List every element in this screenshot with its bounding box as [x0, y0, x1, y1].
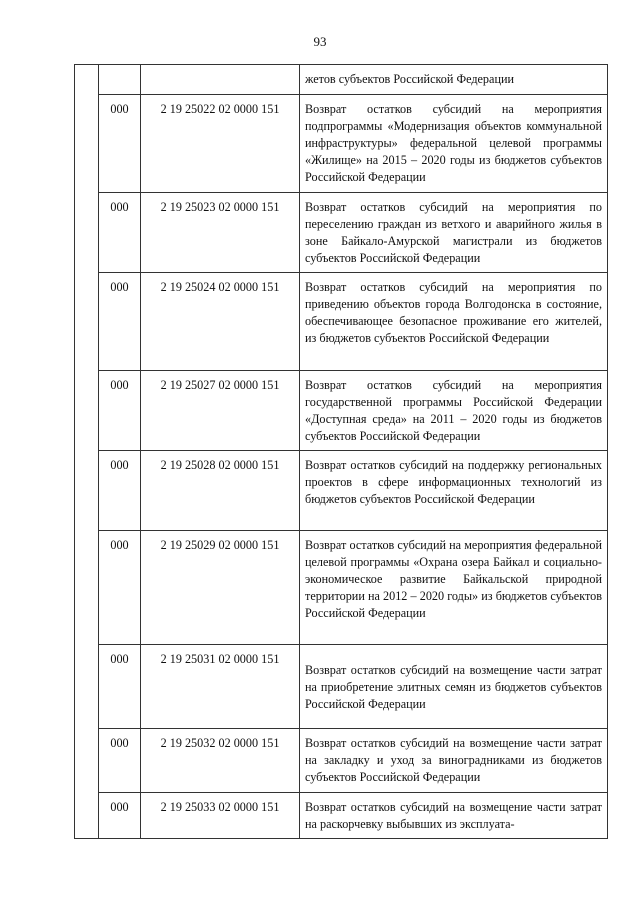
table-row — [75, 193, 608, 273]
table-row — [75, 371, 608, 451]
budget-code-cell: 2 19 25028 02 0000 151 — [141, 451, 300, 531]
description-cell: Возврат остатков субсидий на возмещение части затрат на закладку и уход за виноградниками из бюджетов субъектов Российской Федерации — [300, 729, 608, 793]
admin-code-cell: 000 — [99, 451, 141, 531]
budget-code-cell: 2 19 25027 02 0000 151 — [141, 371, 300, 451]
description-cell: жетов субъектов Российской Федерации — [300, 65, 608, 95]
admin-code-cell: 000 — [99, 729, 141, 793]
table-row — [75, 729, 608, 793]
table-row — [75, 273, 608, 371]
description-cell: Возврат остатков субсидий на мероприятия подпрограммы «Модернизация объектов коммунальной инфраструктуры» федеральной целевой программы «Жилище» на 2015 – 2020 годы из бюджетов субъектов Российской Федерации — [300, 95, 608, 193]
left-strip-cell — [75, 65, 99, 839]
admin-code-cell: 000 — [99, 193, 141, 273]
table-row — [75, 451, 608, 531]
table-row — [75, 95, 608, 193]
admin-code-cell: 000 — [99, 273, 141, 371]
budget-codes-table — [74, 64, 608, 839]
budget-code-cell: 2 19 25023 02 0000 151 — [141, 193, 300, 273]
page-number: 93 — [313, 34, 327, 49]
budget-code-cell: 2 19 25031 02 0000 151 — [141, 645, 300, 729]
admin-code-cell: 000 — [99, 645, 141, 729]
budget-code-cell: 2 19 25022 02 0000 151 — [141, 95, 300, 193]
budget-code-cell: 2 19 25029 02 0000 151 — [141, 531, 300, 645]
table-row — [75, 65, 608, 95]
budget-code-cell — [141, 65, 300, 95]
admin-code-cell: 000 — [99, 95, 141, 193]
description-cell: Возврат остатков субсидий на возмещение части затрат на раскорчевку выбывших из эксплуата- — [300, 793, 608, 839]
budget-code-cell: 2 19 25024 02 0000 151 — [141, 273, 300, 371]
description-cell: Возврат остатков субсидий на мероприятия государственной программы Российской Федерации «Доступная среда» на 2011 – 2020 годы из бюджетов субъектов Российской Федерации — [300, 371, 608, 451]
description-cell: Возврат остатков субсидий на мероприятия по приведению объектов города Волгодонска в состояние, обеспечивающее безопасное проживание его жителей, из бюджетов субъектов Российской Федерации — [300, 273, 608, 371]
budget-code-cell: 2 19 25032 02 0000 151 — [141, 729, 300, 793]
description-cell: Возврат остатков субсидий на поддержку региональных проектов в сфере информационных технологий из бюджетов субъектов Российской Федерации — [300, 451, 608, 531]
budget-code-cell: 2 19 25033 02 0000 151 — [141, 793, 300, 839]
admin-code-cell: 000 — [99, 531, 141, 645]
table-row — [75, 531, 608, 645]
description-cell: Возврат остатков субсидий на мероприятия федеральной целевой программы «Охрана озера Байкал и социально-экономическое развитие Байкальской природной территории на 2012 – 2020 годы» из бюджетов субъектов Российской Федерации — [300, 531, 608, 645]
table-row — [75, 793, 608, 839]
description-cell: Возврат остатков субсидий на возмещение части затрат на приобретение элитных семян из бюджетов субъектов Российской Федерации — [300, 645, 608, 729]
description-cell: Возврат остатков субсидий на мероприятия по переселению граждан из ветхого и аварийного жилья в зоне Байкало-Амурской магистрали из бюджетов субъектов Российской Федерации — [300, 193, 608, 273]
table-row — [75, 645, 608, 729]
admin-code-cell: 000 — [99, 371, 141, 451]
admin-code-cell — [99, 65, 141, 95]
admin-code-cell: 000 — [99, 793, 141, 839]
